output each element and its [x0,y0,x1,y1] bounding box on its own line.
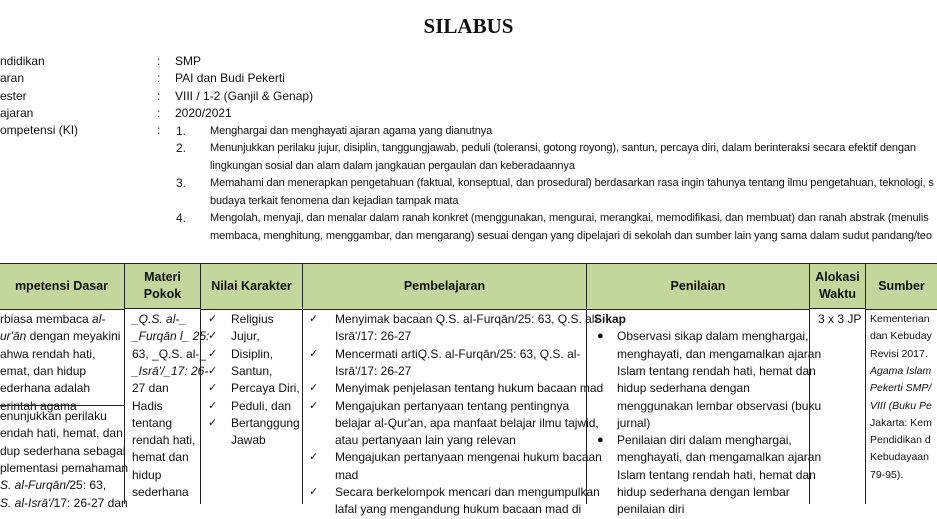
header-pembelajaran: Pembelajaran [303,264,586,310]
pembelajaran-item: Mengajukan pertanyaan mengenai hukum bacaan [335,450,602,465]
check-icon: ✓ [208,313,218,325]
info-value: SMP [175,54,202,68]
nilai-item: Percaya Diri, [231,381,300,396]
check-icon: ✓ [208,416,218,429]
ki-text: Mengolah, menyaji, dan menalar dalam ranah konkret (menggunakan, mengurai, merangkai, memodifikasi, dan membuat) dan ranah abstrak (menulis [210,212,929,224]
pembelajaran-item: Isrā'/17: 26-27 [335,363,412,378]
kd-text: ederhana adalah [0,381,91,396]
materi-text: tentang [132,415,173,430]
pembelajaran-item: lafal yang mengandung hukum bacaan mad di [335,502,582,517]
kd-text: erintah agama [0,398,77,413]
sumber-text: 79-95). [870,468,904,481]
info-label: ompetensi (KI) [0,123,79,138]
nilai-item: Jujur, [231,329,260,344]
check-icon: ✓ [208,347,218,360]
kd-text: endah hati, hemat, dan [0,426,123,441]
kd-text: ahwa rendah hati, [0,346,96,361]
nilai-item: Peduli, dan [231,398,292,413]
check-icon: ✓ [309,451,319,464]
info-label: ndidikan [0,54,45,68]
kd-text: emat, dan hidup [0,363,87,378]
syllabus-table [0,263,937,517]
penilaian-item: Islam tentang rendah hati, hemat dan [617,363,816,378]
penilaian-item: menghayati, dan mengamalkan ajaran [617,450,822,465]
materi-text: hidup [132,467,162,482]
materi-text: 27 dan [132,381,169,396]
nilai-item: Disiplin, [231,346,274,361]
kd-text: plementasi pemahaman [0,460,129,475]
nilai-item: Santun, [231,363,273,378]
penilaian-item: hidup sederhana dengan lembar [617,485,790,499]
sumber-text: Revisi 2017. [870,347,928,360]
sumber-text: Kementerian [870,313,930,325]
pembelajaran-item: Mencermati artiQ.S. al-Furqān/25: 63, Q.S. al- [335,346,581,361]
kd-text: S. al-Isrā'/17: 26-27 dan [0,495,128,510]
info-value: VIII / 1-2 (Ganjil & Genap) [175,88,314,103]
header-kompetensi-dasar: mpetensi Dasar [0,264,124,310]
sumber-text: Pendidikan d [870,434,931,447]
kd-text: ur'ān dengan meyakini [0,329,121,344]
pembelajaran-item: Mengajukan pertanyaan tentang pentingnya [335,398,570,413]
pembelajaran-item: mad [335,467,359,482]
penilaian-item: Islam tentang rendah hati, hemat dan [617,467,816,482]
kd-text: enunjukkan perilaku [0,409,107,423]
materi-text: 63, _Q.S. al-_ [132,346,207,361]
colon: : [157,105,161,120]
info-value: 2020/2021 [175,105,232,120]
header-materi-pokok: Materi Pokok [125,264,200,309]
sumber-text: Pekerti SMP/ [870,382,932,395]
kd-text: rbiasa membaca al- [0,312,106,326]
pembelajaran-item: Menyimak penjelasan tentang hukum bacaan mad [335,381,604,396]
ki-text: Menunjukkan perilaku jujur, disiplin, tanggungjawab, peduli (toleransi, gotong royong), santun, percaya diri, dalam berinteraksi secara efektif dengan [210,142,916,154]
ki-number: 4. [176,211,187,225]
info-label: aran [0,71,25,86]
pembelajaran-item: atau pertanyaan lain yang relevan [335,433,516,448]
sumber-text: dan Kebuday [870,330,932,343]
colon: : [157,54,161,68]
check-icon: ✓ [309,347,319,360]
colon: : [157,71,161,86]
penilaian-item: hidup sederhana dengan [617,381,750,396]
materi-text: hemat dan [132,450,189,465]
bullet-icon: ● [597,434,604,447]
kd-text: dup sederhana sebagai [0,443,126,458]
ki-number: 3. [176,176,187,190]
ki-number: 1. [176,123,187,138]
penilaian-item: jurnal) [617,415,651,430]
colon: : [157,88,161,103]
header-sumber: Sumber [866,264,937,310]
header-alokasi-waktu: Alokasi Waktu [810,264,865,309]
check-icon: ✓ [309,382,319,395]
info-value: PAI dan Budi Pekerti [175,71,285,86]
ki-text: lingkungan sosial dan alam dalam jangkauan pergaulan dan keberadaannya [210,159,575,172]
penilaian-heading: Sikap [594,312,627,326]
info-label: ajaran [0,105,34,120]
check-icon: ✓ [208,364,218,377]
penilaian-item: Penilaian diri dalam menghargai, [617,433,792,448]
materi-text: _Isrā'/_17: 26- [132,363,209,378]
info-label: ester [0,88,27,103]
ki-text: Menghargai dan menghayati ajaran agama yang dianutnya [210,124,493,137]
penilaian-item: menggunakan lembar observasi (buku [617,398,822,413]
materi-text: _Furqān l_ 25: [132,329,210,344]
sumber-text: Kebudayaan [870,451,929,464]
sumber-text: Agama Islam [870,364,932,377]
alokasi-value: 3 x 3 JP [818,312,862,326]
pembelajaran-item: belajar al-Qur'an, apa manfaat belajar ilmu tajwid, [335,415,599,430]
nilai-item: Jawab [231,433,266,448]
check-icon: ✓ [208,330,218,343]
ki-text: budaya terkait fenomena dan kejadian tampak mata [210,194,459,207]
ki-number: 2. [176,141,187,155]
materi-text: sederhana [132,485,189,499]
materi-text: rendah hati, [132,433,196,448]
penilaian-item: Observasi sikap dalam menghargai, [617,329,809,344]
colon: : [157,123,161,138]
check-icon: ✓ [208,382,218,395]
header-nilai-karakter: Nilai Karakter [201,264,302,310]
check-icon: ✓ [309,313,319,325]
materi-text: Hadis [132,398,163,413]
sumber-text: Jakarta: Kem [870,416,932,429]
kd-text: S. al-Furqān/25: 63, [0,478,107,493]
materi-text: _Q.S. al-_ [132,312,187,326]
pembelajaran-item: Isrā'/17: 26-27 [335,329,412,344]
ki-text: membaca, menghitung, menggambar, dan mengarang) sesuai dengan yang dipelajari di sekolah dan sumber lain yang sama dalam sudut pandang/teo [210,229,932,242]
penilaian-item: penilaian diri [617,502,685,517]
check-icon: ✓ [208,399,218,412]
penilaian-item: menghayati, dan mengamalkan ajaran [617,346,822,361]
check-icon: ✓ [309,486,319,498]
nilai-item: Bertanggung [231,415,300,430]
sumber-text: VIII (Buku Pe [870,399,932,412]
check-icon: ✓ [309,399,319,412]
nilai-item: Religius [231,312,274,326]
pembelajaran-item: Menyimak bacaan Q.S. al-Furqān/25: 63, Q.S. al- [335,312,599,326]
ki-text: Memahami dan menerapkan pengetahuan (faktual, konseptual, dan prosedural) berdasarkan rasa ingin tahunya tentang ilmu pengetahuan, teknologi, s [210,177,934,189]
pembelajaran-item: Secara berkelompok mencari dan mengumpulkan [335,485,600,499]
bullet-icon: ● [597,330,604,343]
header-penilaian: Penilaian [587,264,809,310]
page-title: SILABUS [423,14,514,38]
